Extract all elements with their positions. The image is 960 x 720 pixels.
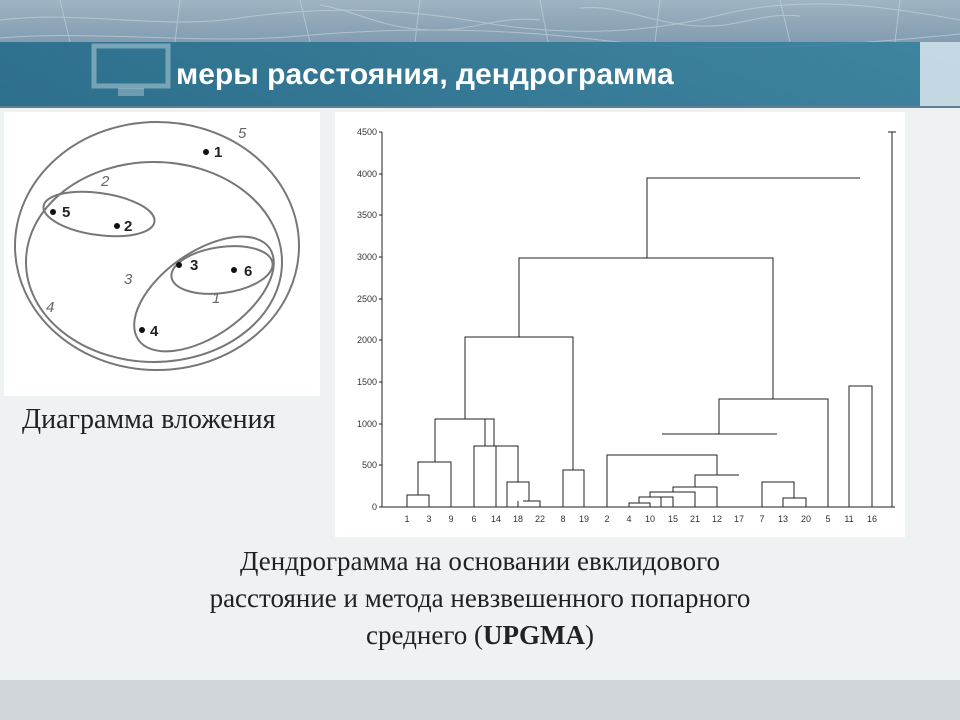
x-tick-label: 13 xyxy=(777,514,789,524)
link xyxy=(647,178,860,258)
y-tick-label: 0 xyxy=(371,502,377,512)
point-label: 4 xyxy=(150,323,159,340)
x-tick-label: 5 xyxy=(825,514,831,524)
point-label: 6 xyxy=(244,263,253,280)
point-1 xyxy=(203,149,209,155)
footer-band xyxy=(0,680,960,720)
point-label: 1 xyxy=(214,144,223,161)
caption-line xyxy=(130,617,830,654)
dendrogram-panel xyxy=(335,112,905,537)
point-label: 2 xyxy=(124,218,133,235)
x-tick-label: 14 xyxy=(490,514,502,524)
point-label: 5 xyxy=(62,204,71,221)
point-2 xyxy=(114,223,120,229)
cluster-2-ellipse xyxy=(41,185,158,242)
y-tick-label: 1000 xyxy=(356,419,377,429)
x-tick-label: 2 xyxy=(604,514,610,524)
cluster-label: 2 xyxy=(101,173,110,190)
cluster-1-ellipse xyxy=(168,240,275,300)
nesting-diagram-caption: Диаграмма вложения xyxy=(22,404,276,435)
cluster-label: 4 xyxy=(46,299,55,316)
dendrogram xyxy=(335,112,905,537)
link xyxy=(762,482,794,507)
link xyxy=(849,386,872,507)
point-5 xyxy=(50,209,56,215)
y-tick-label: 500 xyxy=(361,460,377,470)
y-tick-label: 1500 xyxy=(356,377,377,387)
y-tick-label: 3000 xyxy=(356,252,377,262)
cluster-label: 1 xyxy=(212,290,221,307)
nesting-diagram xyxy=(4,112,320,396)
x-tick-label: 9 xyxy=(448,514,454,524)
x-tick-label: 16 xyxy=(866,514,878,524)
x-tick-label: 21 xyxy=(689,514,701,524)
point-3 xyxy=(176,262,182,268)
x-tick-label: 3 xyxy=(426,514,432,524)
link xyxy=(563,470,584,507)
x-tick-label: 1 xyxy=(404,514,410,524)
y-tick-label: 2500 xyxy=(356,294,377,304)
point-label: 3 xyxy=(190,257,199,274)
link xyxy=(695,475,739,487)
link xyxy=(519,258,773,399)
link xyxy=(629,503,650,507)
upgma-abbreviation: UPGMA xyxy=(482,620,585,650)
x-tick-label: 19 xyxy=(578,514,590,524)
link xyxy=(418,462,451,507)
caption-text: ) xyxy=(584,620,594,650)
link xyxy=(435,419,494,462)
y-tick-label: 4500 xyxy=(356,127,377,137)
link xyxy=(507,482,540,507)
point-4 xyxy=(139,327,145,333)
x-tick-label: 7 xyxy=(759,514,765,524)
x-tick-label: 12 xyxy=(711,514,723,524)
y-tick-label: 4000 xyxy=(356,169,377,179)
x-tick-label: 20 xyxy=(800,514,812,524)
caption-line: расстояние и метода невзвешенного попарного xyxy=(209,583,751,613)
x-tick-label: 15 xyxy=(667,514,679,524)
caption-line: Дендрограмма на основании евклидового xyxy=(240,546,720,576)
point-6 xyxy=(231,267,237,273)
x-tick-label: 11 xyxy=(844,514,854,524)
x-tick-label: 18 xyxy=(512,514,524,524)
nesting-diagram-panel xyxy=(4,112,320,396)
x-tick-label: 10 xyxy=(644,514,656,524)
x-tick-label: 22 xyxy=(534,514,546,524)
dendrogram-caption xyxy=(130,543,830,654)
caption-text: среднего ( xyxy=(366,620,483,650)
link xyxy=(407,495,429,507)
link xyxy=(783,498,806,507)
x-tick-label: 8 xyxy=(560,514,566,524)
link xyxy=(662,399,828,507)
slide-title: меры расстояния, дендрограмма xyxy=(176,58,674,91)
x-tick-label: 17 xyxy=(733,514,745,524)
cluster-label: 3 xyxy=(124,271,133,288)
x-tick-label: 4 xyxy=(626,514,632,524)
link xyxy=(474,446,496,507)
cluster-label: 5 xyxy=(238,125,247,142)
x-tick-label: 6 xyxy=(471,514,477,524)
y-tick-label: 2000 xyxy=(356,335,377,345)
link xyxy=(607,455,717,507)
link xyxy=(639,497,673,507)
y-tick-label: 3500 xyxy=(356,210,377,220)
link xyxy=(465,337,573,470)
title-band-accent xyxy=(920,42,960,106)
